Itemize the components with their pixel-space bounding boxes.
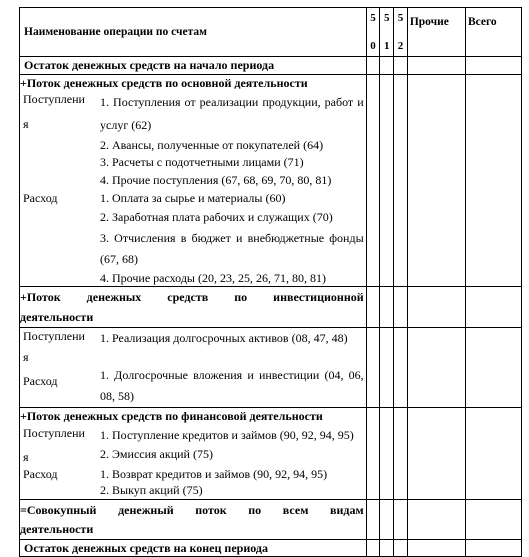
total-flow-label: =Совокупный денежный поток по всем видам [20,502,364,517]
list-item: 3. Отчисления в бюджет и внебюджетные фонды (67, 68) [100,230,364,266]
list-item: 2. Заработная плата рабочих и служащих (70) [100,209,333,224]
financing-inflows: Поступлени я 1. Поступление кредитов и займов (90, 92, 94, 95) 2. Эмиссия акций (75) [20,425,364,466]
operating-out-label: Расход [23,191,58,205]
list-item: 4. Прочие поступления (67, 68, 69, 70, 80, 81) [100,173,332,187]
list-item: 2. Авансы, полученные от покупателей (64) [100,138,324,152]
investing-section-row: +Поток денежных средств по инвестиционной деятельности [20,287,522,328]
list-item: 1. Долгосрочные вложения и инвестиции (04, 06, 08, 58) [100,368,364,403]
header-total: Всего [465,8,521,57]
period-0-top: 5 [370,12,376,24]
closing-balance-label: Остаток денежных средств на конец периода [20,539,367,557]
header-period-2 [394,8,408,57]
period-1-top: 5 [383,12,390,24]
header-other: Прочие [407,8,465,57]
operating-inflows: Поступлени я 1. Поступления от реализации продукции, работ и услуг (62) 2. Авансы, полученные от покупателей (64) 3. Расчеты с подотчетными лицами (71) 4. Прочие поступления (67, 68, 69, 70, 80, 81) [20,91,364,190]
list-item: 3. Расчеты с подотчетными лицами (71) [100,154,304,169]
operating-title: +Поток денежных средств по основной деятельности [20,75,308,90]
header-period-1 [380,8,394,57]
financing-out-label: Расход [23,466,58,481]
list-item: 1. Реализация долгосрочных активов (08, 47, 48) [100,331,348,345]
list-item: 1. Оплата за сырье и материалы (60) [100,191,286,205]
financing-section-row [20,408,522,500]
investing-details-row [20,328,522,408]
investing-inflows: Поступлени я 1. Реализация долгосрочных активов (08, 47, 48) [20,328,364,365]
operating-outflows [20,190,364,286]
period-2-bottom: 2 [397,39,404,52]
financing-outflows [20,466,364,499]
operating-section-row [20,74,522,287]
header-name-cell: Наименование операции по счетам [20,8,367,57]
financing-title: +Поток денежных средств по финансовой деятельности [20,409,323,423]
investing-outflows [20,365,364,407]
list-item: 1. Возврат кредитов и займов (90, 92, 94, 95) [100,466,328,481]
list-item: 2. Выкуп акций (75) [100,483,203,497]
opening-balance-row [20,57,522,75]
cash-flow-table [19,7,522,557]
operating-in-label: Поступлени [23,92,85,106]
investing-in-label: Поступлени [23,329,85,343]
period-0-bottom: 0 [370,39,376,52]
total-flow-row: =Совокупный денежный поток по всем видам деятельности [20,499,522,539]
list-item: 1. Поступления от реализации продукции, работ и услуг (62) [100,95,364,132]
financing-in-label: Поступлени [23,425,85,440]
investing-title: +Поток денежных средств по инвестиционной [20,290,364,304]
header-row [20,8,522,57]
investing-out-label: Расход [23,374,58,388]
list-item: 2. Эмиссия акций (75) [100,446,213,461]
period-2-top: 5 [397,12,404,24]
closing-balance-row [20,539,522,557]
header-period-0 [366,8,380,57]
opening-balance-label: Остаток денежных средств на начало периода [20,57,367,75]
list-item: 4. Прочие расходы (20, 23, 25, 26, 71, 80, 81) [100,270,326,285]
list-item: 1. Поступление кредитов и займов (90, 92, 94, 95) [100,427,354,442]
period-1-bottom: 1 [383,39,390,52]
